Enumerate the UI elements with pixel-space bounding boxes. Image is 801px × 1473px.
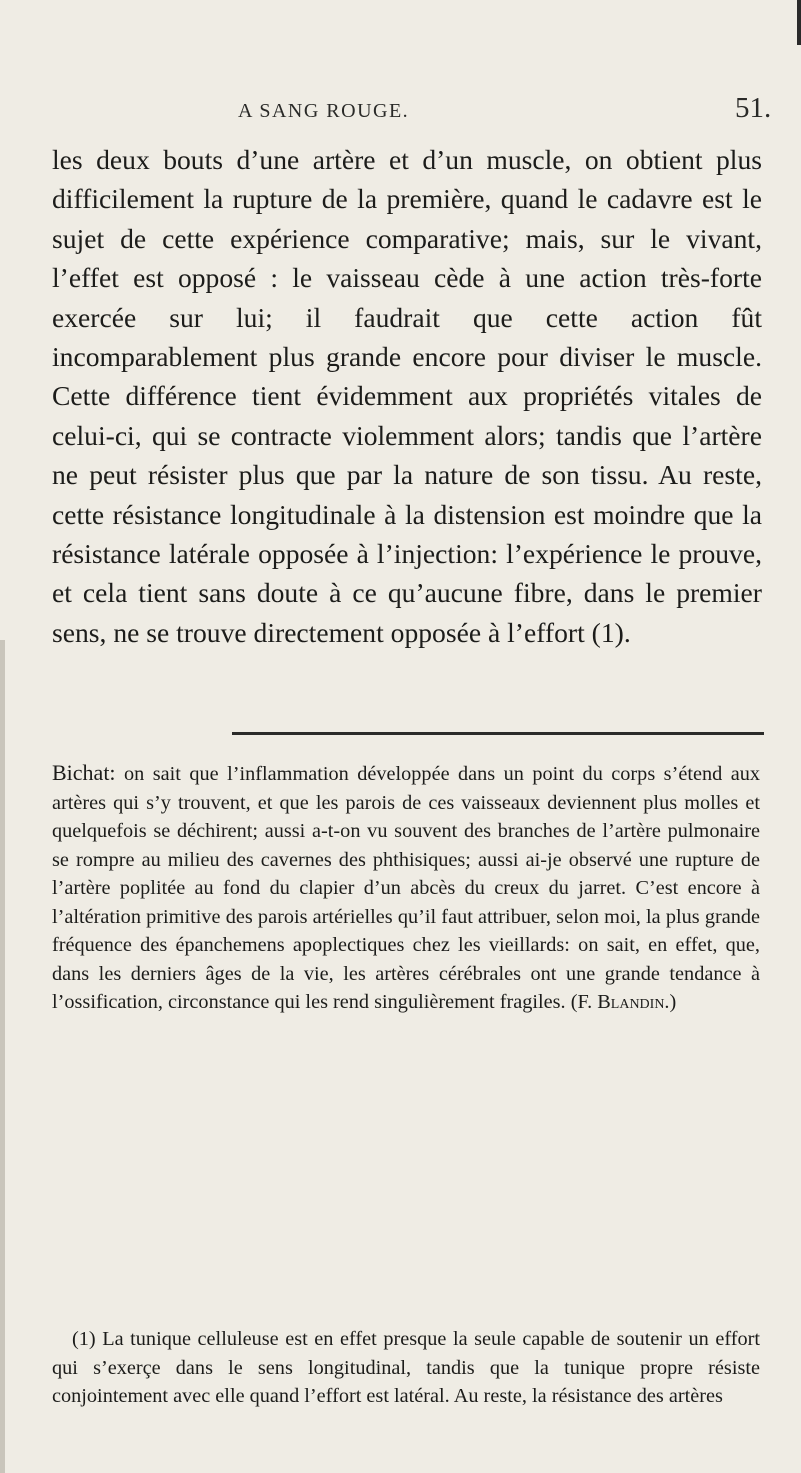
footnote-bichat [52,759,760,1017]
footnote-author: F. Blandin. [577,991,670,1013]
footnote-bichat-text: on sait que l’inflammation développée dans un point du corps s’étend aux artères qui s’y trouvent, et que les parois de ces vaisseaux deviennent plus molles et quelquefois se déchirent; aussi a-t-on vu souvent des branches de l’artère pulmonaire se rompre au milieu des cavernes des phthisiques; aussi ai-je observé une rupture de l’artère poplitée au fond du clapier d’un abcès du creux du jarret. C’est encore à l’altération primitive des parois artérielles qu’il faut attribuer, selon moi, la plus grande fréquence des épanchemens apoplectiques chez les vieillards: on sait, en effet, que, dans les derniers âges de la vie, les artères cérébrales ont une grande tendance à l’ossification, circonstance qui les rend singulièrement fragiles. ( [52,763,760,1013]
page-edge-shadow [0,640,5,1473]
page-number: 51. [735,92,772,124]
running-title: A SANG ROUGE. [238,100,410,122]
footnote-1: (1) La tunique celluleuse est en effet presque la seule capable de soutenir un effort qui s’exerçe dans le sens longitudinal, tandis que la tunique propre résiste conjointement avec elle quand l’effort est latéral. Au reste, la résistance des artères [52,1328,760,1407]
footnote-lead-word: Bichat: [52,760,116,785]
footnote-close-paren: ) [669,991,677,1013]
main-paragraph: les deux bouts d’une artère et d’un muscle, on obtient plus difficilement la rupture de la première, quand le cadavre est le sujet de cette expérience comparative; mais, sur le vivant, l’effet est opposé : le vaisseau cède à une action très-forte exercée sur lui; il faudrait que cette action fût incomparablement plus grande encore pour diviser le muscle. Cette différence tient évidemment aux propriétés vitales de celui-ci, qui se contracte violemment alors; tandis que l’artère ne peut résister plus que par la nature de son tissu. Au reste, cette résistance longitudinale à la distension est moindre que la résistance latérale opposée à l’injection: l’expérience le prouve, et cela tient sans doute à ce qu’aucune fibre, dans le premier sens, ne se trouve directement opposée à l’effort (1). [52,144,762,648]
page-edge-mark [797,0,801,45]
footnote-separator-rule [232,732,764,735]
